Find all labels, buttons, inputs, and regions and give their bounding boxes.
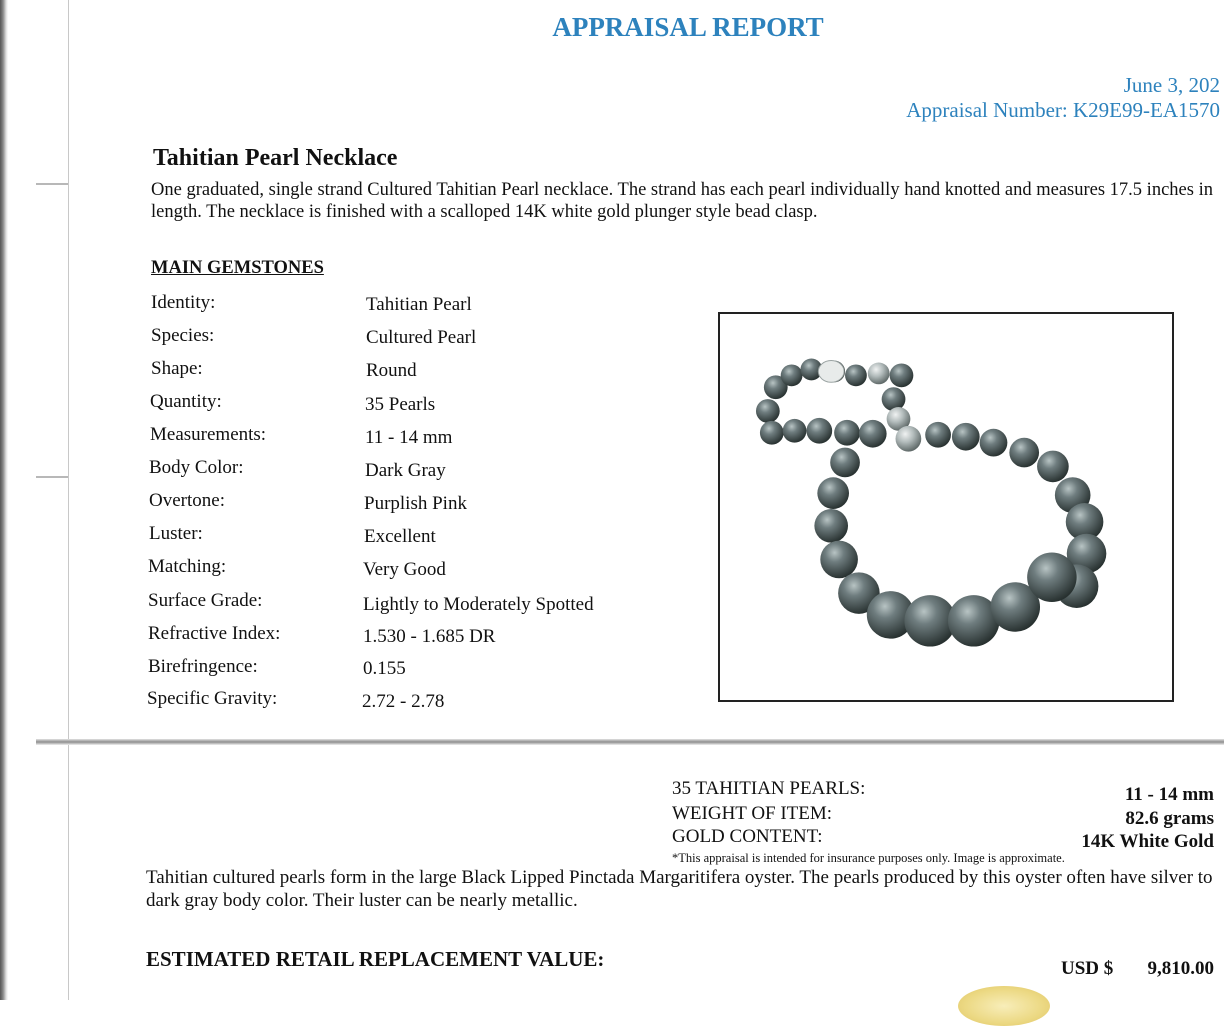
spec-label-body-color: Body Color: [149, 457, 244, 478]
main-gemstones-heading: MAIN GEMSTONES [151, 258, 324, 278]
spec-value-matching: Very Good [363, 559, 446, 580]
spec-value-quantity: 35 Pearls [365, 394, 436, 415]
pearl [980, 429, 1008, 457]
pearl [890, 363, 914, 387]
spec-label-surface-grade: Surface Grade: [148, 590, 263, 611]
spec-label-luster: Luster: [149, 523, 203, 544]
pearl [868, 362, 890, 384]
spec-value-specific-gravity: 2.72 - 2.78 [362, 691, 445, 712]
margin-tick [36, 476, 68, 478]
spec-value-overtone: Purplish Pink [364, 493, 467, 514]
spec-label-quantity: Quantity: [150, 391, 222, 412]
pearl [756, 399, 780, 423]
margin-tick [36, 183, 68, 185]
pearl [1009, 438, 1039, 468]
spec-label-shape: Shape: [151, 358, 203, 379]
scan-edge [0, 0, 8, 1000]
pearl [820, 541, 858, 579]
pearl [783, 419, 807, 443]
pearl-strand [756, 359, 1106, 647]
replacement-value-amount: 9,810.00 [1147, 958, 1214, 979]
replacement-value-currency: USD $ [1061, 958, 1114, 979]
pearl [814, 509, 848, 543]
pearl [1037, 451, 1069, 483]
spec-label-measurements: Measurements: [150, 424, 267, 445]
gold-seal [958, 986, 1050, 1026]
report-title: APPRAISAL REPORT [552, 12, 824, 42]
pearl [806, 418, 832, 444]
spec-label-refractive-index: Refractive Index: [148, 623, 281, 644]
item-title: Tahitian Pearl Necklace [153, 145, 398, 171]
pearl [845, 364, 867, 386]
summary-value-weight: 82.6 grams [1125, 808, 1214, 829]
spec-value-birefringence: 0.155 [363, 658, 406, 679]
pearl [834, 420, 860, 446]
report-date: June 3, 202 [1123, 73, 1220, 97]
tahitian-pearl-note: Tahitian cultured pearls form in the large Black Lipped Pinctada Margaritifera oyster. The pearls produced by this oyster often have silver to dark gray body color. Their luster can be nearly metallic. [146, 867, 1213, 911]
appraisal-number: Appraisal Number: K29E99-EA1570 [906, 98, 1220, 122]
page-fold-line [36, 739, 1224, 745]
spec-value-surface-grade: Lightly to Moderately Spotted [363, 594, 594, 615]
summary-value-gold: 14K White Gold [1081, 831, 1214, 852]
spec-value-measurements: 11 - 14 mm [365, 427, 453, 448]
pearl [925, 422, 951, 448]
spec-label-identity: Identity: [151, 292, 216, 313]
summary-value-pearls: 11 - 14 mm [1124, 784, 1214, 805]
pearl [882, 387, 906, 411]
summary-label-gold: GOLD CONTENT: [672, 826, 823, 847]
pearl [952, 423, 980, 451]
pearl-necklace-image [720, 314, 1172, 700]
summary-label-weight: WEIGHT OF ITEM: [672, 803, 833, 824]
spec-value-body-color: Dark Gray [365, 460, 446, 481]
spec-value-species: Cultured Pearl [366, 327, 477, 348]
insurance-disclaimer: *This appraisal is intended for insurance purposes only. Image is approximate. [672, 851, 1065, 865]
spec-label-matching: Matching: [148, 556, 227, 577]
spec-label-species: Species: [151, 325, 215, 346]
pearl [830, 448, 860, 478]
pearl [760, 421, 784, 445]
summary-label-pearls: 35 TAHITIAN PEARLS: [672, 778, 866, 799]
pearl [896, 426, 922, 452]
spec-label-overtone: Overtone: [149, 490, 225, 511]
pearl [1027, 553, 1076, 602]
pearl [781, 364, 803, 386]
spec-value-refractive-index: 1.530 - 1.685 DR [363, 626, 496, 647]
spec-label-birefringence: Birefringence: [148, 656, 258, 677]
replacement-value-label: ESTIMATED RETAIL REPLACEMENT VALUE: [146, 947, 605, 971]
spec-value-luster: Excellent [364, 526, 436, 547]
spec-value-shape: Round [366, 360, 417, 381]
pearl [859, 420, 887, 448]
margin-rule [68, 0, 69, 1000]
clasp [818, 361, 844, 383]
item-description: One graduated, single strand Cultured Tahitian Pearl necklace. The strand has each pearl individually hand knotted and measures 17.5 inches in length. The necklace is finished with a scalloped 14K white gold plunger style bead clasp. [151, 180, 1213, 222]
spec-value-identity: Tahitian Pearl [366, 294, 472, 315]
necklace-photo [718, 312, 1174, 702]
spec-label-specific-gravity: Specific Gravity: [147, 688, 278, 709]
pearl [817, 477, 849, 509]
